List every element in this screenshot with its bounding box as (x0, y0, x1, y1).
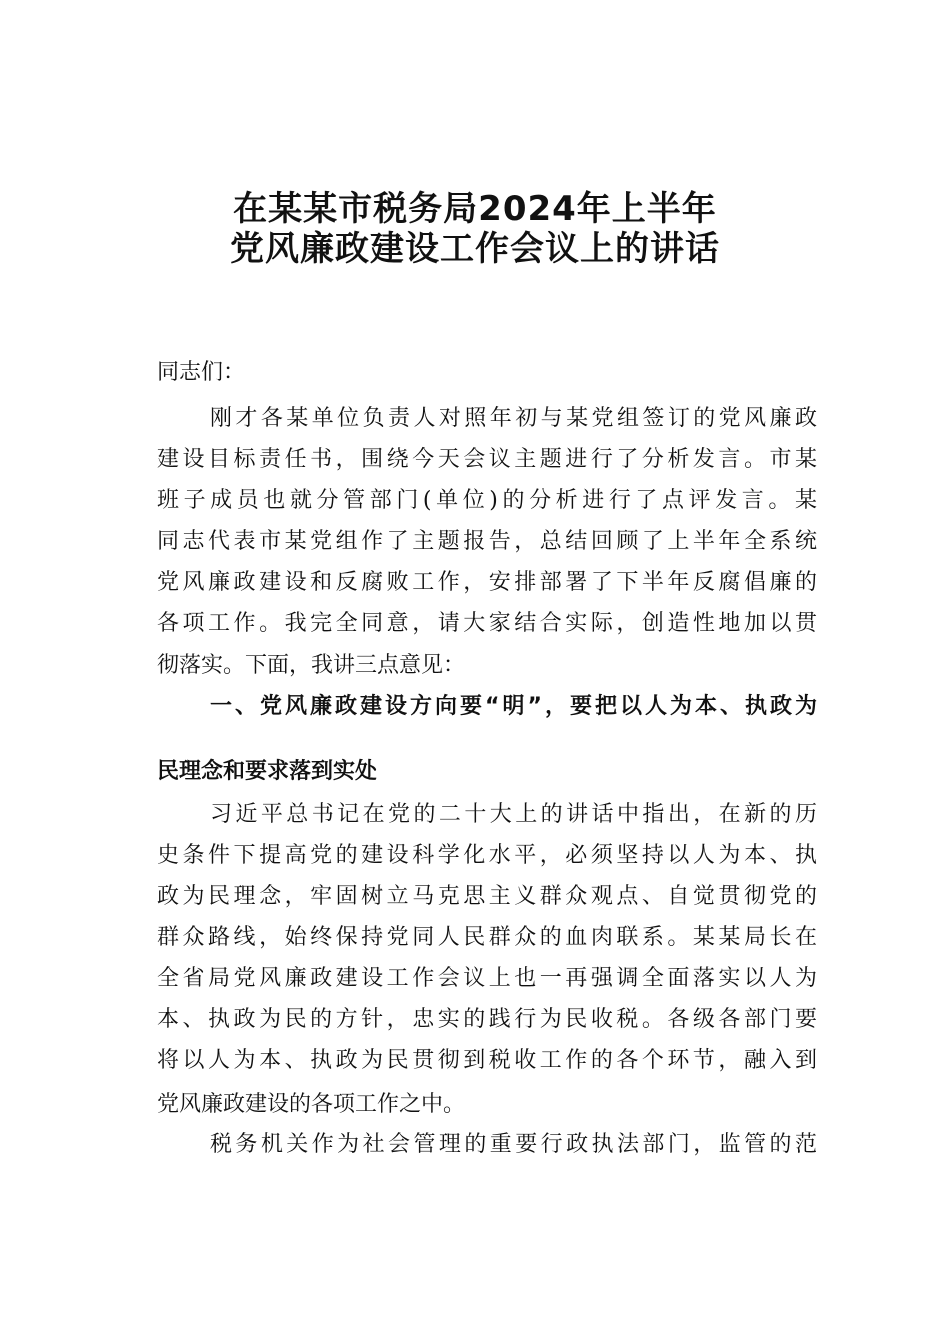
salutation: 同志们： (157, 360, 246, 385)
paragraph-line: 全省局党风廉政建设工作会议上也一再强调全面落实以人为 (157, 966, 817, 991)
paragraph-line: 群众路线，始终保持党同人民群众的血肉联系。某某局长在 (157, 925, 817, 950)
paragraph-line: 刚才各某单位负责人对照年初与某党组签订的党风廉政 (210, 406, 817, 431)
paragraph-line: 习近平总书记在党的二十大上的讲话中指出，在新的历 (210, 802, 817, 827)
paragraph-line: 同志代表市某党组作了主题报告，总结回顾了上半年全系统 (157, 529, 817, 554)
document-title-line-1: 在某某市税务局2024年上半年 (233, 189, 717, 229)
section-heading-line: 民理念和要求落到实处 (157, 759, 378, 784)
paragraph-line: 彻落实。下面，我讲三点意见： (157, 653, 466, 678)
paragraph-line: 本、执政为民的方针，忠实的践行为民收税。各级各部门要 (157, 1007, 817, 1032)
paragraph-line: 建设目标责任书，围绕今天会议主题进行了分析发言。市某 (157, 447, 817, 472)
paragraph-line: 党风廉政建设和反腐败工作，安排部署了下半年反腐倡廉的 (157, 570, 817, 595)
paragraph-line: 班子成员也就分管部门(单位)的分析进行了点评发言。某 (157, 488, 817, 513)
paragraph-line: 党风廉政建设的各项工作之中。 (157, 1092, 466, 1117)
paragraph-line: 政为民理念，牢固树立马克思主义群众观点、自觉贯彻党的 (157, 884, 817, 909)
paragraph-line: 史条件下提高党的建设科学化水平，必须坚持以人为本、执 (157, 843, 817, 868)
paragraph-line: 税务机关作为社会管理的重要行政执法部门，监管的范 (210, 1132, 817, 1157)
paragraph-line: 将以人为本、执政为民贯彻到税收工作的各个环节，融入到 (157, 1048, 817, 1073)
paragraph-line: 各项工作。我完全同意，请大家结合实际，创造性地加以贯 (157, 611, 817, 636)
section-heading-line: 一、党风廉政建设方向要“明”，要把以人为本、执政为 (210, 694, 817, 719)
document-title-line-2: 党风廉政建设工作会议上的讲话 (230, 229, 720, 269)
